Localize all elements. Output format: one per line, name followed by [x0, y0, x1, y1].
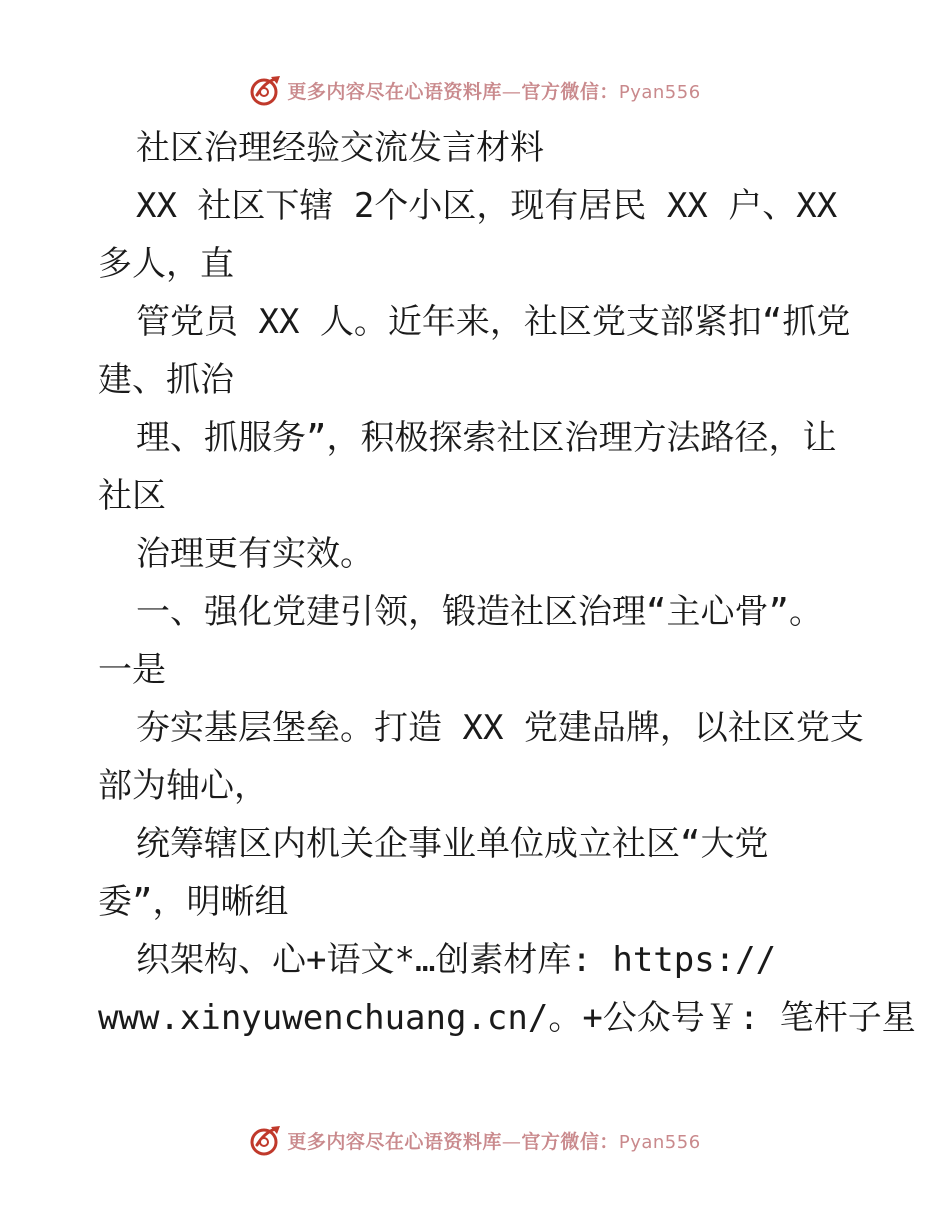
banner-text	[287, 1127, 700, 1154]
text-line: 理、抓服务”，积极探索社区治理方法路径，让	[136, 418, 837, 458]
footer-banner	[0, 1120, 950, 1160]
text-line: 夯实基层堡垒。打造 XX 党建品牌，以社区党支	[136, 708, 864, 748]
text-line: 建、抓治	[98, 360, 234, 400]
text-line: 部为轴心，	[98, 766, 268, 806]
section-heading: 一、强化党建引领，锻造社区治理“主心骨”。	[136, 592, 823, 632]
header-banner	[0, 70, 950, 110]
banner-wechat-id: Pyan556	[618, 1131, 701, 1153]
pen-logo-icon	[249, 73, 283, 107]
banner-official-label: 官方微信：	[521, 80, 619, 103]
document-title: 社区治理经验交流发言材料	[136, 128, 544, 168]
text-line: XX 社区下辖 2个小区，现有居民 XX 户、XX	[136, 186, 838, 226]
text-line: 统筹辖区内机关企事业单位成立社区“大党	[136, 824, 769, 864]
text-line: 织架构、心+语文*…创素材库: https://	[136, 940, 777, 980]
text-line: www.xinyuwenchuang.cn/。+公众号￥: 笔杆子星	[98, 998, 916, 1038]
banner-brand: 更多内容尽在心语资料库	[287, 80, 502, 103]
text-line: 多人，直	[98, 244, 234, 284]
banner-text	[287, 77, 700, 104]
text-line: 一是	[98, 650, 166, 690]
text-line: 社区	[98, 476, 166, 516]
banner-dash: —	[501, 80, 522, 103]
text-line: 治理更有实效。	[136, 534, 374, 574]
banner-official-label: 官方微信：	[521, 1130, 619, 1153]
banner-brand: 更多内容尽在心语资料库	[287, 1130, 502, 1153]
text-line: 委”，明晰组	[98, 882, 289, 922]
text-line: 管党员 XX 人。近年来，社区党支部紧扣“抓党	[136, 302, 851, 342]
banner-dash: —	[501, 1130, 522, 1153]
banner-wechat-id: Pyan556	[618, 81, 701, 103]
pen-logo-icon	[249, 1123, 283, 1157]
